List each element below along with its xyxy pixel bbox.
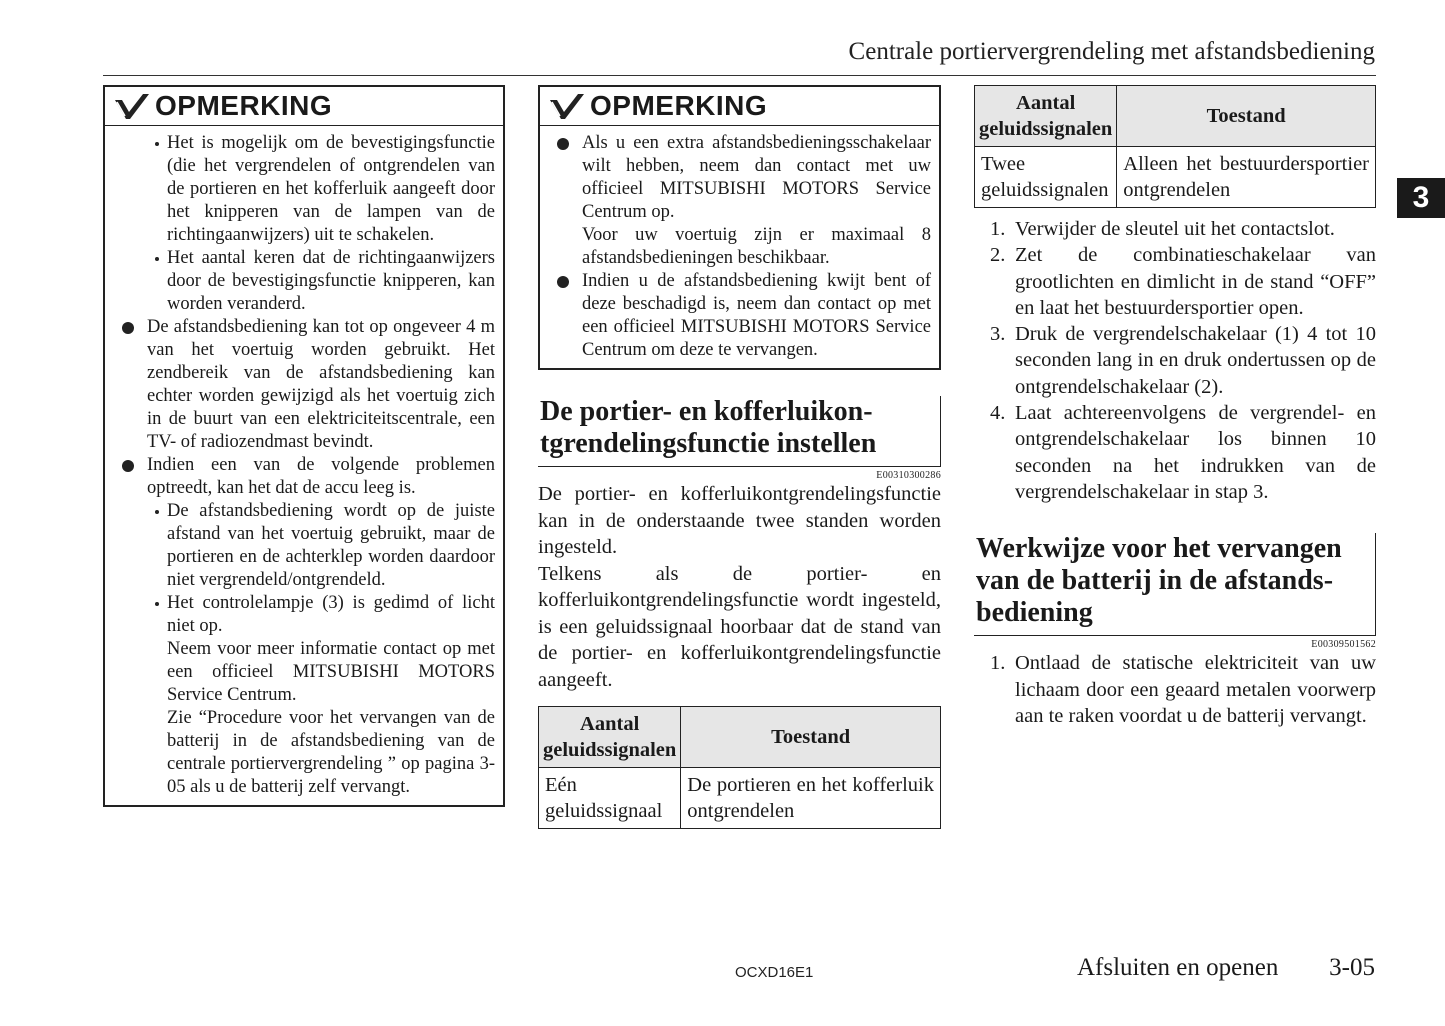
footer-doc-code: OCXD16E1 [735, 964, 814, 981]
table-cell: De portieren en het kofferluik ontgrendelen [681, 768, 941, 829]
step-text: Zet de combinatieschakelaar van grootlichten en dimlicht in de stand “OFF” en laat het bestuurdersportier open. [1015, 244, 1376, 319]
section-title-line: van de batterij in de afstands- [976, 565, 1334, 597]
paragraph: De portier- en kofferluikontgrendelingsfunctie kan in de onderstaande twee standen worden ingesteld. [538, 483, 941, 558]
section-title-line: tgrendelingsfunctie instellen [540, 428, 877, 459]
steps-list-battery [974, 650, 1376, 729]
section-title-batterij [974, 533, 1376, 636]
note-title: OPMERKING [590, 90, 768, 121]
note-check-icon [113, 92, 151, 120]
list-item: Neem voor meer informatie contact op met een officieel MITSUBISHI MOTORS Service Centrum. [167, 639, 495, 705]
section-title-line: bediening [976, 597, 1093, 629]
section-title-line: De portier- en kofferluikon- [540, 396, 873, 427]
list-item: Zie “Procedure voor het vervangen van de batterij in de afstandsbediening van de centrale portiervergrendeling ” op pagina 3-05 als u de batterij zelf vervangt. [167, 708, 495, 797]
step-number: 4. [990, 402, 1006, 425]
list-item: Indien een van de volgende problemen optreedt, kan het dat de accu leeg is. [117, 454, 495, 500]
list-item [974, 216, 1376, 242]
step-text: Druk de vergrendelschakelaar (1) 4 tot 10 seconden lang in en druk ondertussen op de ontgrendelschakelaar (2). [1015, 323, 1376, 398]
note-list [552, 132, 931, 362]
note-box-2 [538, 85, 941, 370]
list-item [974, 650, 1376, 729]
step-number: 3. [990, 323, 1006, 346]
column-3 [974, 85, 1376, 729]
list-item: Als u een extra afstandsbedieningsschakelaar wilt hebben, neem dan contact met uw officieel MITSUBISHI MOTORS Service Centrum op. [552, 132, 931, 224]
section-title-instellen [538, 396, 941, 467]
footer-page-number: 3-05 [1329, 954, 1375, 981]
table-row [539, 768, 941, 829]
list-item: De afstandsbediening kan tot op ongeveer 4 m van het voertuig worden gebruikt. Het zendbereik van de afstandsbediening kan echter worden gewijzigd als het voertuig zich in de buurt van een elektriciteitscentrale, een TV- of radiozendmast bevindt. [117, 316, 495, 454]
section-code: E00310300286 [876, 470, 941, 481]
signal-table-2 [974, 85, 1376, 208]
list-item: Het controlelampje (3) is gedimd of licht niet op. [117, 592, 495, 638]
header-rule [103, 75, 1376, 76]
note-list [117, 132, 495, 799]
table-header-count: Aantal geluidssignalen [539, 707, 681, 768]
section-code: E00309501562 [1311, 639, 1376, 651]
table-header-count: Aantal geluidssignalen [975, 86, 1117, 147]
step-number: 2. [990, 244, 1006, 267]
column-2 [538, 85, 941, 829]
table-cell: Eén geluidssignaal [539, 768, 681, 829]
table-row [975, 147, 1376, 208]
table-header-state: Toestand [681, 707, 941, 768]
list-item: Het is mogelijk om de bevestigingsfunctie (die het vergrendelen of ontgrendelen van de portieren en het kofferluik aangeeft door het knipperen van de lampen van de richtingaanwijzers) uit te schakelen. [117, 132, 495, 247]
list-item [974, 242, 1376, 321]
table-header-state: Toestand [1117, 86, 1376, 147]
table-cell: Alleen het bestuurdersportier ontgrendelen [1117, 147, 1376, 208]
column-1 [103, 85, 505, 807]
paragraph: Telkens als de portier- en kofferluikontgrendelingsfunctie wordt ingesteld, is een geluidssignaal hoorbaar dat de stand van de portier- en kofferluikontgrendelingsfunctie aangeeft. [538, 562, 941, 691]
step-number: 1. [990, 218, 1006, 240]
list-item: Voor uw voertuig zijn er maximaal 8 afstandsbedieningen beschikbaar. [582, 225, 931, 268]
signal-table-1 [538, 706, 941, 829]
list-item [974, 321, 1376, 400]
note-title: OPMERKING [155, 90, 333, 121]
list-item: Indien u de afstandsbediening kwijt bent of deze beschadigd is, neem dan contact op met een officieel MITSUBISHI MOTORS Service Centrum om deze te vervangen. [552, 270, 931, 362]
table-cell: Twee geluidssignalen [975, 147, 1117, 208]
step-text: Ontlaad de statische elektriciteit van uw lichaam door een geaard metalen voorwerp aan te raken voordat u de batterij vervangt. [1015, 652, 1376, 727]
note-box-1 [103, 85, 505, 807]
note-check-icon [548, 92, 586, 120]
list-item: De afstandsbediening wordt op de juiste afstand van het voertuig gebruikt, maar de portieren en de achterklep worden daardoor niet vergrendeld/ontgrendeld. [117, 500, 495, 592]
step-text: Laat achtereenvolgens de vergrendel- en ontgrendelschakelaar los binnen 10 seconden na het indrukken van de vergrendelschakelaar in stap 3. [1015, 402, 1376, 503]
page-header-title: Centrale portiervergrendeling met afstandsbediening [848, 38, 1375, 65]
list-item [974, 400, 1376, 505]
list-item: Het aantal keren dat de richtingaanwijzers door de bevestigingsfunctie knipperen, kan worden veranderd. [117, 247, 495, 316]
section-title-line: Werkwijze voor het vervangen [976, 533, 1342, 565]
note-header [540, 87, 939, 126]
step-number: 1. [990, 652, 1006, 675]
step-text: Verwijder de sleutel uit het contactslot. [1015, 218, 1335, 240]
chapter-tab: 3 [1397, 178, 1445, 218]
steps-list [974, 216, 1376, 505]
footer-section-name: Afsluiten en openen [1077, 954, 1279, 981]
note-header [105, 87, 503, 126]
